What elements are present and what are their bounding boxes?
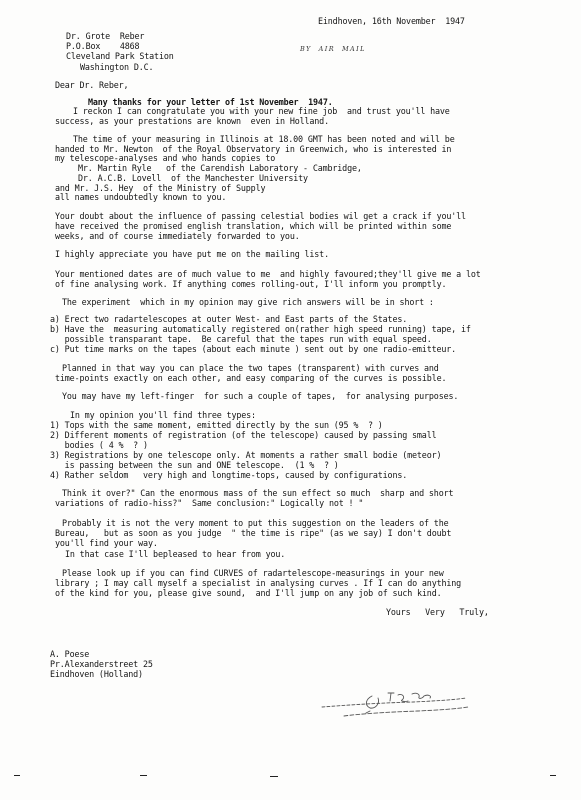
place-date: Eindhoven, 16th November 1947 [318,16,465,26]
body-line: of the kind for you, please give sound, and I'll jump on any job of such kind. [55,588,442,598]
body-line: 2) Different moments of registration (of the telescope) caused by passing small [50,430,437,440]
recipient-line: P.O.Box 4868 [66,41,140,51]
body-line: Mr. Martin Ryle of the Carendish Laboratory - Cambridge, [78,163,362,173]
body-line: Bureau, but as soon as you judge " the time is ripe" (as we say) I don't doubt [55,528,452,538]
scan-mark [550,775,556,776]
body-line: The experiment which in my opinion may give rich answers will be in short : [62,297,434,307]
body-line: Your mentioned dates are of much value to me and highly favoured;they'll give me a lot [55,269,481,279]
body-line: variations of radio-hiss?" Same conclusion:" Logically not ! " [55,498,364,508]
sender-line: Pr.Alexanderstreet 25 [50,659,153,669]
recipient-line: Dr. Grote Reber [66,31,145,41]
scan-mark [14,775,20,776]
sender-line: A. Poese [50,649,90,659]
body-line: a) Erect two radartelescopes at outer West- and East parts of the States. [50,314,408,324]
airmail-note: BY AIR MAIL [300,45,366,53]
body-line: Planned in that way you can place the two tapes (transparent) with curves and [62,363,439,373]
body-line: possible transparant tape. Be careful that the tapes run with equal speed. [50,334,432,344]
recipient-line: Washington D.C. [80,62,154,72]
body-line: my telescope-analyses and who hands copies to [55,153,276,163]
body-line: success, as your prestations are known even in Holland. [55,116,329,126]
body-line: handed to Mr. Newton of the Royal Observatory in Greenwich, who is interested in [55,144,452,154]
body-line: of fine analysing work. If anything comes rolling-out, I'll inform you promptly. [55,279,447,289]
body-line: Probably it is not the very moment to put this suggestion on the leaders of the [62,518,449,528]
scan-mark [140,775,147,776]
body-line: have received the promised english translation, which will be printed within some [55,221,452,231]
body-line: The time of your measuring in Illinois at 18.00 GMT has been noted and will be [73,134,455,144]
body-line: 4) Rather seldom very high and longtime-tops, caused by configurations. [50,470,408,480]
body-line: In my opinion you'll find three types: [70,410,256,420]
body-line: you'll find your way. [55,538,158,548]
body-line: I highly appreciate you have put me on the mailing list. [55,249,329,259]
body-line: bodies ( 4 % ? ) [50,440,148,450]
salutation: Dear Dr. Reber, [55,80,129,90]
body-line: Dr. A.C.B. Lovell of the Manchester University [78,173,308,183]
body-line: Your doubt about the influence of passing celestial bodies wil get a crack if you'll [55,211,466,221]
body-line: b) Have the measuring automatically registered on(rather high speed running) tape, if [50,324,471,334]
body-line: time-points exactly on each other, and easy comparing of the curves is possible. [55,373,447,383]
closing: Yours Very Truly, [386,607,489,617]
body-line: library ; I may call myself a specialist in analysing curves . If I can do anything [55,578,462,588]
body-line: weeks, and of course immediately forwarded to you. [55,231,300,241]
body-line: 1) Tops with the same moment, emitted directly by the sun (95 % ? ) [50,420,383,430]
body-line: Many thanks for your letter of 1st November 1947. [88,97,333,107]
scan-mark [270,776,278,777]
body-line: is passing between the sun and ONE telescope. (1 % ? ) [50,460,339,470]
body-line: 3) Registrations by one telescope only. At moments a rather small bodie (meteor) [50,450,442,460]
body-line: In that case I'll bepleased to hear from you. [65,549,286,559]
body-line: all names undoubtedly known to you. [55,192,227,202]
body-line: Think it over?" Can the enormous mass of the sun effect so much sharp and short [62,488,454,498]
body-line: c) Put time marks on the tapes (about each minute ) sent out by one radio-emitteur. [50,344,457,354]
handwritten-signature [318,683,478,721]
body-line: and Mr. J.S. Hey of the Ministry of Supply [55,183,266,193]
body-line: I reckon I can congratulate you with your new fine job and trust you'll have [73,106,450,116]
body-line: Please look up if you can find CURVES of radartelescope-measurings in your new [62,568,444,578]
recipient-line: Cleveland Park Station [66,51,174,61]
body-line: You may have my left-finger for such a couple of tapes, for analysing purposes. [62,391,459,401]
sender-line: Eindhoven (Holland) [50,669,143,679]
